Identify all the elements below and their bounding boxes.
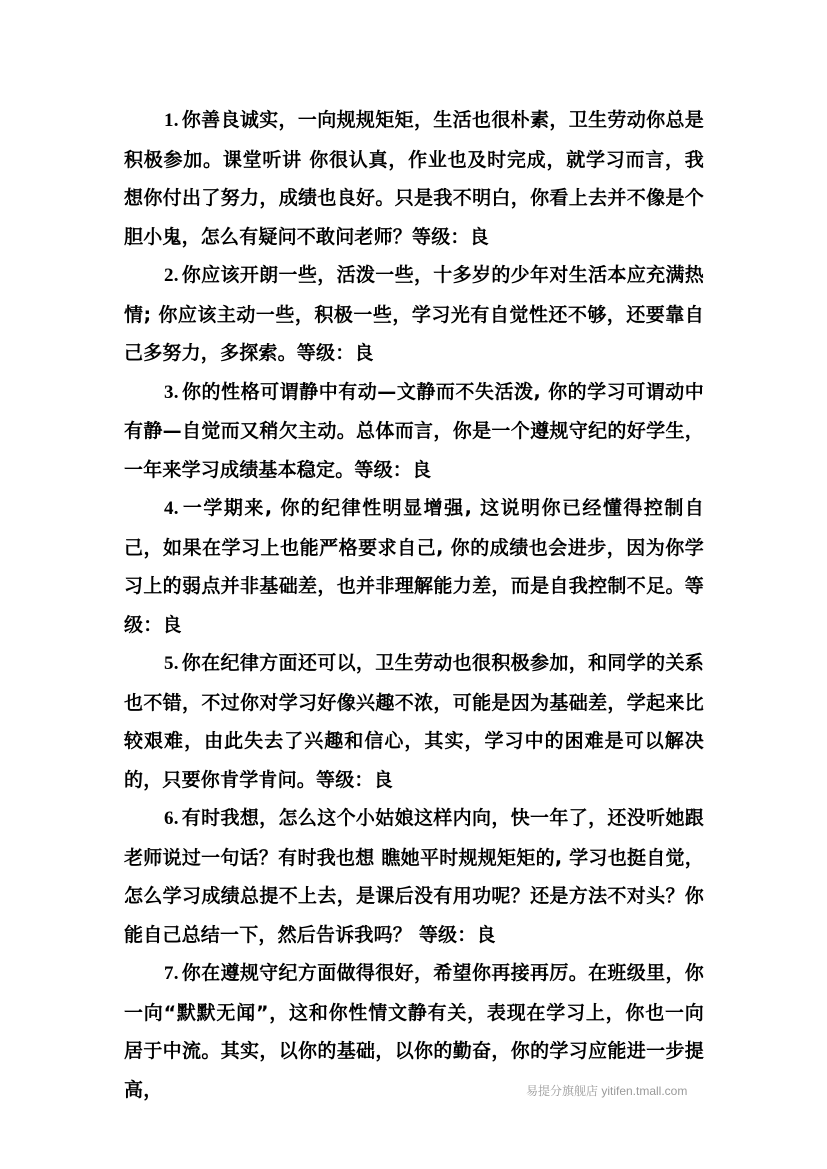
paragraph-number: 2. — [164, 265, 179, 286]
paragraph-number: 4. — [164, 498, 179, 519]
paragraph-number: 5. — [164, 653, 179, 674]
paragraph-text: 你在纪律方面还可以，卫生劳动也很积极参加，和同学的关系也不错，不过你对学习好像兴趣不浓，可能是因为基础差，学起来比较艰难，由此失去了兴趣和信心，其实，学习中的困难是可以解决的，只要你肯学肯问。等级：良 — [124, 652, 704, 791]
paragraph-number: 3. — [164, 381, 179, 403]
paragraph-6 — [124, 799, 704, 954]
paragraph-2 — [124, 256, 704, 373]
paragraph-number: 1. — [164, 110, 179, 131]
footer-watermark: 易提分旗舰店 yitifen.tmall.com — [526, 1084, 688, 1098]
paragraph-text: 有时我想，怎么这个小姑娘这样内向，快一年了，还没听她跟老师说过一句话？有时我也想 瞧她平时规规矩矩的, 学习也挺自觉，怎么学习成绩总提不上去，是课后没有用功呢？还是方法不对头？你能自己总结一下，然后告诉我吗？ 等级：良 — [124, 807, 704, 946]
paragraph-5 — [124, 644, 704, 799]
paragraph-number: 6. — [164, 808, 179, 829]
paragraph-4 — [124, 489, 704, 644]
paragraph-1 — [124, 101, 704, 256]
paragraph-3 — [124, 373, 704, 490]
paragraph-text: 你的性格可谓静中有动—文静而不失活泼, 你的学习可谓动中有静—自觉而又稍欠主动。总体而言，你是一个遵规守纪的好学生，一年来学习成绩基本稳定。等级：良 — [124, 380, 704, 481]
paragraph-number: 7. — [164, 963, 179, 984]
paragraph-text: 你在遵规守纪方面做得很好，希望你再接再厉。在班级里，你一向“默默无闻”，这和你性情文静有关，表现在学习上，你也一向居于中流。其实，以你的基础，以你的勤奋，你的学习应能进一步提高， — [124, 962, 704, 1101]
document-body — [124, 101, 704, 1109]
paragraph-text: 你善良诚实，一向规规矩矩，生活也很朴素，卫生劳动你总是积极参加。课堂听讲 你很认真，作业也及时完成，就学习而言，我想你付出了努力，成绩也良好。只是我不明白，你看上去并不像是个胆小鬼，怎么有疑问不敢问老师？等级：良 — [124, 109, 704, 248]
paragraph-text: 你应该开朗一些，活泼一些，十多岁的少年对生活本应充满热情; 你应该主动一些，积极一些，学习光有自觉性还不够，还要靠自己多努力，多探索。等级：良 — [124, 264, 704, 364]
paragraph-text: 一学期来, 你的纪律性明显增强, 这说明你已经懂得控制自己，如果在学习上也能严格要求自己, 你的成绩也会进步，因为你学习上的弱点并非基础差，也并非理解能力差，而是自我控制不足。等级：良 — [124, 497, 704, 636]
